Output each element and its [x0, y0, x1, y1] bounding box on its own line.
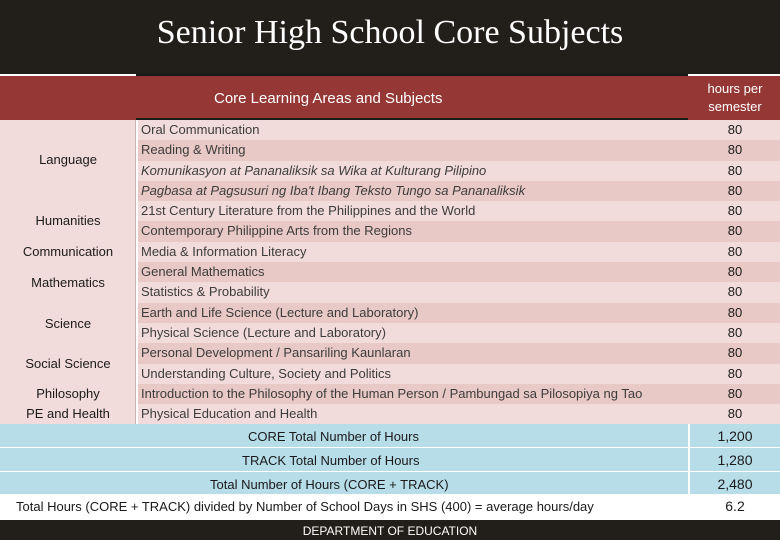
- track-total-row: [0, 448, 780, 471]
- subject-row: Physical Science (Lecture and Laboratory): [138, 323, 690, 343]
- header-learning-areas-label: Core Learning Areas and Subjects: [214, 90, 443, 107]
- hours-cell: 80: [690, 323, 780, 343]
- header-hours-line1: hours per: [707, 81, 763, 96]
- track-total-label: TRACK Total Number of Hours: [242, 453, 420, 468]
- combined-total-row: [0, 472, 780, 495]
- header-hours: [690, 76, 780, 120]
- track-total-value: 1,280: [717, 452, 753, 468]
- subject-row: Komunikasyon at Pananaliksik sa Wika at Kulturang Pilipino: [138, 161, 690, 181]
- area-communication: Communication: [22, 244, 114, 259]
- core-total-label: CORE Total Number of Hours: [248, 429, 419, 444]
- hours-cell: 80: [690, 221, 780, 241]
- hours-cell: 80: [690, 404, 780, 424]
- hours-cell: 80: [690, 262, 780, 282]
- subject-row: Reading & Writing: [138, 140, 690, 160]
- hours-column: [690, 120, 780, 424]
- area-mathematics: Mathematics: [31, 275, 105, 290]
- average-value: 6.2: [725, 498, 745, 514]
- core-total-value: 1,200: [717, 428, 753, 444]
- area-philosophy: Philosophy: [36, 386, 100, 401]
- subject-row: Personal Development / Pansariling Kaunlaran: [138, 343, 690, 363]
- hours-cell: 80: [690, 364, 780, 384]
- subject-row: Media & Information Literacy: [138, 242, 690, 262]
- hours-cell: 80: [690, 161, 780, 181]
- subject-row: Introduction to the Philosophy of the Human Person / Pambungad sa Pilosopiya ng Tao: [138, 384, 690, 404]
- hours-cell: 80: [690, 242, 780, 262]
- header-hours-line2: semester: [708, 99, 762, 114]
- subject-row: Physical Education and Health: [138, 404, 690, 424]
- subject-row: General Mathematics: [138, 262, 690, 282]
- area-science: Science: [44, 316, 92, 331]
- area-humanities: Humanities: [35, 213, 101, 228]
- core-total-row: [0, 424, 780, 447]
- hours-cell: 80: [690, 201, 780, 221]
- subjects-column: [138, 120, 690, 424]
- area-social-science: Social Science: [25, 356, 111, 371]
- hours-cell: 80: [690, 181, 780, 201]
- hours-cell: 80: [690, 120, 780, 140]
- header-subjects-frame: [136, 74, 688, 120]
- area-language: Language: [39, 152, 97, 167]
- hours-cell: 80: [690, 303, 780, 323]
- average-row: [0, 494, 780, 517]
- subject-row: Statistics & Probability: [138, 282, 690, 302]
- hours-cell: 80: [690, 384, 780, 404]
- area-pe-health: PE and Health: [26, 406, 110, 421]
- subject-row: 21st Century Literature from the Philippines and the World: [138, 201, 690, 221]
- combined-total-value: 2,480: [717, 476, 753, 492]
- subject-row: Oral Communication: [138, 120, 690, 140]
- footer-department: DEPARTMENT OF EDUCATION: [302, 524, 478, 538]
- hours-cell: 80: [690, 282, 780, 302]
- subject-row: Understanding Culture, Society and Politics: [138, 364, 690, 384]
- average-label: Total Hours (CORE + TRACK) divided by Number of School Days in SHS (400) = average hours/day: [16, 499, 594, 514]
- subject-row: Earth and Life Science (Lecture and Laboratory): [138, 303, 690, 323]
- slide-title: Senior High School Core Subjects: [156, 14, 624, 51]
- combined-total-label: Total Number of Hours (CORE + TRACK): [210, 477, 449, 492]
- subject-row: Pagbasa at Pagsusuri ng Iba't Ibang Teksto Tungo sa Pananaliksik: [138, 181, 690, 201]
- subject-row: Contemporary Philippine Arts from the Regions: [138, 221, 690, 241]
- hours-cell: 80: [690, 343, 780, 363]
- hours-cell: 80: [690, 140, 780, 160]
